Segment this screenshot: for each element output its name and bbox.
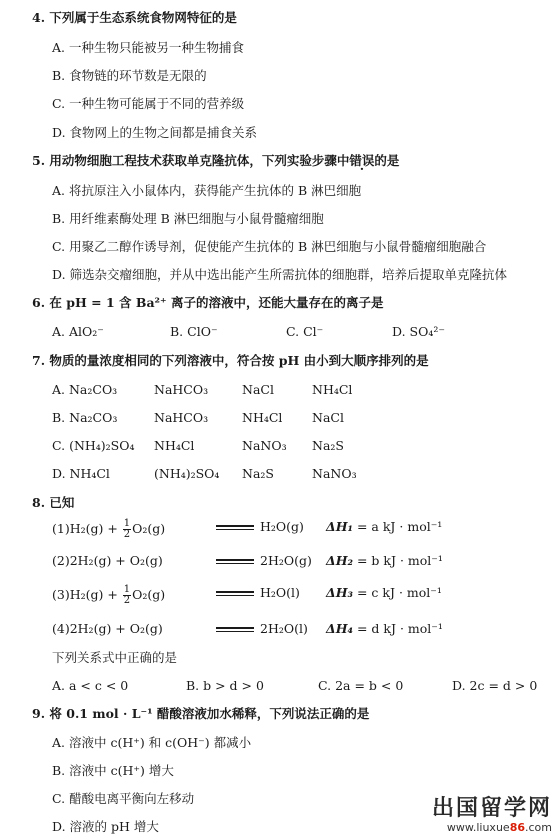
equation-3-equals-sign: [216, 591, 254, 596]
question-8-stem: 8. 已知: [32, 495, 75, 510]
question-6-stem: 6. 在 pH = 1 含 Ba²⁺ 离子的溶液中，还能大量存在的离子是: [32, 295, 384, 310]
question-7-row-d-col-2: (NH₄)₂SO₄: [154, 466, 220, 481]
equation-2-right: 2H₂O(g): [210, 553, 312, 569]
question-5-option-a: A. 将抗原注入小鼠体内，获得能产生抗体的 B 淋巴细胞: [52, 183, 362, 198]
equation-1: [52, 519, 165, 540]
equation-4-equals-sign: [216, 627, 254, 632]
question-7-row-b-col-1: B. Na₂CO₃: [52, 410, 118, 425]
question-5-option-c: C. 用聚乙二醇作诱导剂，促使能产生抗体的 B 淋巴细胞与小鼠骨髓瘤细胞融合: [52, 239, 487, 254]
question-8-option-d: D. 2c = d > 0: [452, 678, 538, 693]
question-8-option-a: A. a < c < 0: [52, 678, 129, 693]
question-4-option-d: D. 食物网上的生物之间都是捕食关系: [52, 125, 258, 140]
equation-3-fraction: $\frac{1}{2}$: [123, 584, 131, 606]
question-7-row-c-col-4: Na₂S: [312, 438, 344, 453]
equation-3-enthalpy: ΔH₃ = c kJ · mol⁻¹: [326, 585, 442, 600]
equation-2-enthalpy: ΔH₂ = b kJ · mol⁻¹: [326, 553, 443, 568]
equation-3: [52, 585, 165, 606]
question-9-option-d: D. 溶液的 pH 增大: [52, 819, 159, 834]
equation-2-equals-sign: [216, 559, 254, 564]
question-7-row-a-col-3: NaCl: [242, 382, 274, 397]
question-7-row-a-col-4: NH₄Cl: [312, 382, 353, 397]
equation-1-left: (1)H₂(g) +: [52, 521, 122, 536]
equation-4: (4)2H₂(g) + O₂(g): [52, 621, 163, 636]
question-6-option-d: D. SO₄²⁻: [392, 324, 445, 339]
question-5-stem-prefix: 5. 用动物细胞工程技术获取单克隆抗体，下列实验步骤中: [32, 153, 350, 168]
equation-2: (2)2H₂(g) + O₂(g): [52, 553, 163, 568]
question-8-prompt: 下列关系式中正确的是: [52, 650, 178, 665]
question-6-option-c: C. Cl⁻: [286, 324, 324, 339]
question-7-row-d-col-4: NaNO₃: [312, 466, 357, 481]
question-7-row-c-col-3: NaNO₃: [242, 438, 287, 453]
question-9-stem: 9. 将 0.1 mol · L⁻¹ 醋酸溶液加水稀释，下列说法正确的是: [32, 706, 370, 721]
question-5-stem: [32, 153, 399, 169]
question-7-row-b-col-4: NaCl: [312, 410, 344, 425]
equation-4-right: 2H₂O(l): [210, 621, 308, 637]
question-6-option-a: A. AlO₂⁻: [52, 324, 104, 339]
watermark-title: 出国留学网: [431, 796, 552, 821]
question-9-option-a: A. 溶液中 c(H⁺) 和 c(OH⁻) 都减小: [52, 735, 252, 750]
equation-3-right: H₂O(l): [210, 585, 300, 601]
question-5-stem-suffix: 的是: [374, 153, 400, 168]
question-8-option-c: C. 2a = b < 0: [318, 678, 404, 693]
question-5-stem-emphasis: 错误: [349, 153, 375, 168]
watermark-url: www.liuxue86.com: [446, 821, 552, 834]
question-5-option-d: D. 筛选杂交瘤细胞，并从中选出能产生所需抗体的细胞群，培养后提取单克隆抗体: [52, 267, 508, 282]
question-7-row-d-col-3: Na₂S: [242, 466, 274, 481]
question-9-option-b: B. 溶液中 c(H⁺) 增大: [52, 763, 174, 778]
equation-1-enthalpy: ΔH₁ = a kJ · mol⁻¹: [326, 519, 443, 534]
equation-1-equals-sign: [216, 525, 254, 530]
question-7-row-c-col-1: C. (NH₄)₂SO₄: [52, 438, 135, 453]
equation-4-enthalpy: ΔH₄ = d kJ · mol⁻¹: [326, 621, 443, 636]
question-4-stem: 4. 下列属于生态系统食物网特征的是: [32, 10, 237, 25]
question-4-option-c: C. 一种生物可能属于不同的营养级: [52, 96, 245, 111]
site-watermark: [432, 797, 552, 834]
equation-3-left: (3)H₂(g) +: [52, 587, 122, 602]
question-7-stem: 7. 物质的量浓度相同的下列溶液中，符合按 pH 由小到大顺序排列的是: [32, 353, 429, 368]
question-4-option-a: A. 一种生物只能被另一种生物捕食: [52, 40, 244, 55]
equation-1-right: H₂O(g): [210, 519, 304, 535]
question-7-row-b-col-3: NH₄Cl: [242, 410, 283, 425]
question-7-row-a-col-2: NaHCO₃: [154, 382, 209, 397]
question-7-row-d-col-1: D. NH₄Cl: [52, 466, 110, 481]
question-9-option-c: C. 醋酸电离平衡向左移动: [52, 791, 195, 806]
equation-3-left-b: O₂(g): [132, 587, 166, 602]
question-7-row-a-col-1: A. Na₂CO₃: [52, 382, 118, 397]
question-4-option-b: B. 食物链的环节数是无限的: [52, 68, 207, 83]
question-7-row-b-col-2: NaHCO₃: [154, 410, 209, 425]
question-8-option-b: B. b > d > 0: [186, 678, 264, 693]
equation-1-left-b: O₂(g): [132, 521, 166, 536]
question-5-option-b: B. 用纤维素酶处理 B 淋巴细胞与小鼠骨髓瘤细胞: [52, 211, 324, 226]
equation-1-fraction: $\frac{1}{2}$: [123, 518, 131, 540]
question-7-row-c-col-2: NH₄Cl: [154, 438, 195, 453]
question-6-option-b: B. ClO⁻: [170, 324, 218, 339]
